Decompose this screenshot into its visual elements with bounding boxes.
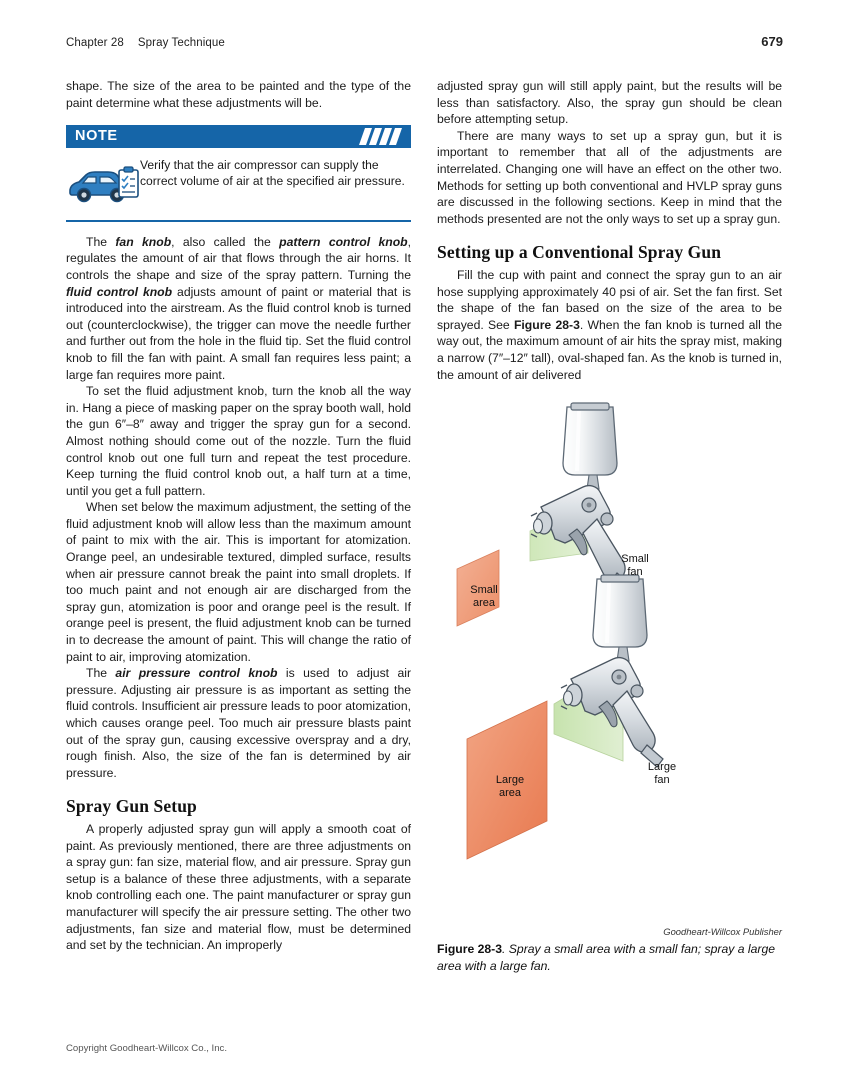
note-text: Verify that the air compressor can supply the correct volume of air at the specified air pressure.: [140, 158, 405, 189]
paragraph-continued-right: adjusted spray gun will still apply paint, but the results will be less than satisfactory. Also, the spray gun should be clean before attempting setup.: [437, 79, 782, 127]
right-column: [437, 78, 783, 973]
page-number: 679: [761, 34, 783, 49]
paragraph-continued: shape. The size of the area to be painted and the type of the paint determine what these adjustments will be.: [66, 79, 411, 110]
running-head: [66, 34, 783, 49]
label-large-area: Large area: [495, 774, 525, 800]
note-icon-group: [66, 157, 140, 210]
paragraph-set-fluid-adjustment: To set the fluid adjustment knob, turn the knob all the way in. Hang a piece of masking paper on the spray booth wall, hold the gun 6″–8″ away and trigger the spray gun for a second. Almost nothing should come out of the nozzle. Turn the fluid control knob out one full turn and repeat the test procedure. Keep turning the fluid control knob out, a half turn at a time, until you get a full pattern.: [66, 384, 411, 498]
paragraph-air-pressure-knob: The air pressure control knob is used to adjust air pressure. Adjusting air pressure is as important as setting the fluid controls. Insufficient air pressure leads to poor atomization, which causes orange peel. Too much air pressure blasts paint out of the spray gun, causing excessive overspray and a dry, rough finish. Also, the size of the fan is determined by air pressure.: [66, 666, 412, 780]
figure-caption: [437, 941, 782, 974]
figure-caption-number: Figure 28-3: [437, 942, 503, 957]
label-small-fan: Small fan: [621, 553, 649, 579]
running-head-chapter: [66, 37, 225, 49]
clipboard-checklist-icon: [119, 167, 138, 197]
footer-copyright: Copyright Goodheart-Willcox Co., Inc.: [66, 1043, 228, 1054]
car-icon: [66, 159, 140, 205]
figure-credit: Goodheart-Willcox Publisher: [663, 926, 782, 938]
running-head-chapter-title: Spray Technique: [137, 37, 225, 49]
note-header-bar: [66, 125, 411, 148]
paragraph-atomization: When set below the maximum adjustment, the setting of the fluid adjustment knob will allow less than the maximum amount of paint to mix with the air. This is important for atomization. Orange peel, an undesirable textured, dimpled surface, results when air pressure cannot break the paint into small droplets. If too much paint and not enough air are discharged from the spray gun, atomization is poor and orange peel is the result. If orange peel is present, the fluid adjustment knob can be turned in to decrease the amount of paint. This will change the ratio of paint to air, improving atomization.: [66, 500, 411, 664]
paragraph-spray-gun-setup: A properly adjusted spray gun will apply a smooth coat of paint. As previously mentioned, there are three adjustments on a spray gun: fan size, material flow, and air pressure. Spray gun setup is a balance of these three adjustments, with a separate knob controlling each one. The paint manufacturer or spray gun manufacturer will specify the air pressure setting. The other two adjustments, fan size and material flow, must be determined and set by the technician. An improperly: [66, 821, 411, 953]
figure-illustration: [437, 401, 782, 921]
term-air-pressure-control-knob: air pressure control knob: [115, 666, 278, 681]
paragraph-conventional-setup: Fill the cup with paint and connect the spray gun to an air hose supplying approximately 40 psi of air. Set the fan first. Set the shape of the fan based on the size of the area to be sprayed. See Figure 28-3. When the fan knob is turned all the way out, the maximum amount of air hits the spray mist, making a narrow (7″–12″ tall), oval-shaped fan. As the knob is turned in, the amount of air delivered: [437, 267, 783, 382]
label-small-area: Small area: [470, 584, 498, 610]
term-fluid-control-knob: fluid control knob: [66, 284, 173, 299]
left-column: [66, 78, 411, 954]
note-label: NOTE: [75, 128, 118, 145]
figure-reference: Figure 28-3: [513, 317, 580, 332]
heading-spray-gun-setup: Spray Gun Setup: [66, 796, 197, 817]
figure-28-3: [437, 401, 782, 973]
heading-setting-up-conventional: Setting up a Conventional Spray Gun: [437, 242, 722, 263]
note-box: [66, 125, 411, 222]
note-slashes-decoration: [359, 125, 405, 148]
term-fan-knob: fan knob: [115, 234, 172, 249]
term-pattern-control-knob: pattern control knob: [279, 234, 408, 249]
paragraph-many-ways: There are many ways to set up a spray gun, but it is important to remember that all of the adjustments are interrelated. Changing one will have an effect on the other two. Methods for setting up both conventional and HVLP spray guns are discussed in the following sections. Keep in mind that the methods presented are not the only ways to set up a spray gun.: [437, 128, 782, 226]
figure-caption-text: . Spray a small area with a small fan; spray a large area with a large fan.: [437, 942, 776, 973]
note-body: [66, 148, 411, 222]
label-large-fan: Large fan: [647, 761, 677, 787]
running-head-chapter-number: Chapter 28: [66, 37, 124, 49]
paragraph-fan-knob: The fan knob, also called the pattern control knob, regulates the amount of air that flows through the air horns. It controls the shape and size of the spray pattern. Turning the fluid control knob adjusts amount of paint or material that is introduced into the airstream. As the fluid control knob is turned out (counterclockwise), the trigger can move the needle further and further out from the hole in the fluid tip. Set the fluid control knob to fill the fan with paint. A small fan requires less paint; a large fan requires more paint.: [66, 234, 412, 382]
